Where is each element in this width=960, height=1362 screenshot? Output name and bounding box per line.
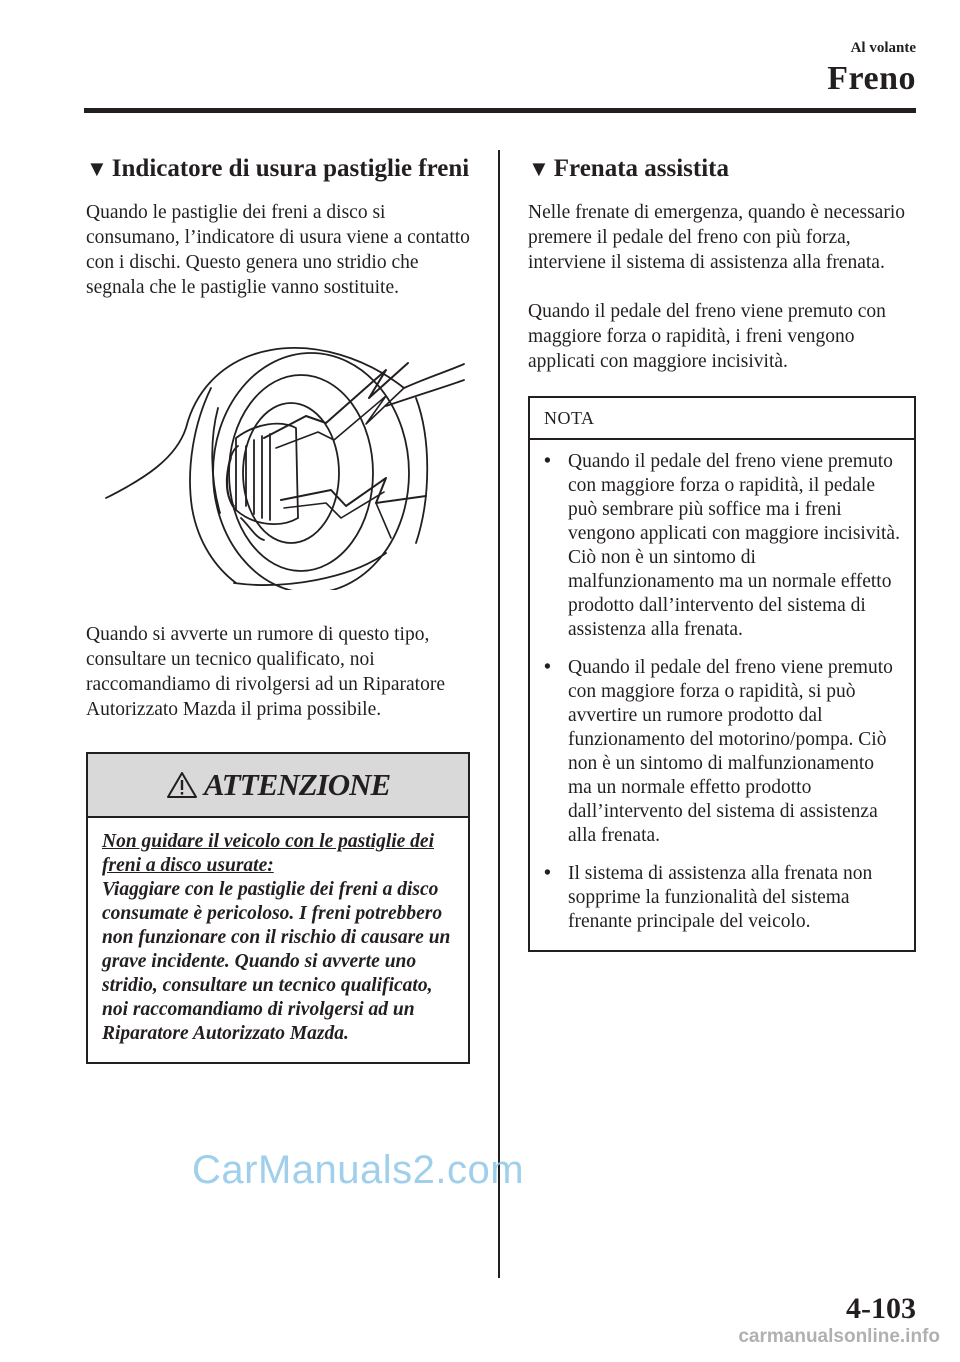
triangle-marker-icon: ▼	[86, 156, 108, 181]
paragraph: Quando le pastiglie dei freni a disco si consumano, l’indicatore di usura viene a contatto con i dischi. Questo genera uno stridio che segnala che le pastiglie vanno sostituite.	[86, 202, 470, 298]
page-number: 4-103	[846, 1292, 916, 1325]
left-column	[86, 152, 470, 1064]
triangle-marker-icon: ▼	[528, 156, 550, 181]
paragraph: Nelle frenate di emergenza, quando è necessario premere il pedale del freno con più forza, interviene il sistema di assistenza alla frenata.	[528, 202, 905, 273]
note-title: NOTA	[530, 398, 914, 440]
list-item	[544, 656, 900, 848]
warning-header	[88, 754, 468, 818]
list-item-text: Quando il pedale del freno viene premuto con maggiore forza o rapidità, si può avvertire un rumore prodotto dal funzionamento del motorino/pompa. Ciò non è un sintomo di malfunzionamento ma un normale effetto prodotto dall’intervento del sistema di assistenza alla frenata.	[568, 657, 893, 846]
note-box	[528, 396, 916, 952]
note-body	[530, 440, 914, 950]
warning-body	[88, 818, 468, 1062]
warning-triangle-icon	[166, 771, 198, 799]
watermark: CarManuals2.com	[192, 1148, 525, 1192]
warning-lead: Non guidare il veicolo con le pastiglie dei freni a disco usurate:	[102, 831, 435, 876]
list-item	[544, 450, 900, 642]
section-heading-brake-assist	[528, 152, 916, 186]
warning-text: Viaggiare con le pastiglie dei freni a disco consumate è pericoloso. I freni potrebbero non funzionare con il rischio di causare un grave incidente. Quando si avverte uno stridio, consultare un tecnico qualificato, noi raccomandiamo di rivolgersi ad un Riparatore Autorizzato Mazda.	[102, 879, 451, 1044]
section-heading-brake-wear	[86, 152, 470, 186]
section-heading-text: Frenata assistita	[553, 155, 730, 182]
bullet-icon: •	[544, 863, 551, 884]
page-title: Freno	[827, 60, 916, 97]
brake-disc-illustration	[86, 328, 470, 590]
right-column	[528, 152, 916, 952]
warning-title: ATTENZIONE	[203, 767, 391, 802]
column-divider	[498, 150, 500, 1278]
warning-box	[86, 752, 470, 1064]
header-rule	[84, 108, 916, 113]
list-item-text: Quando il pedale del freno viene premuto con maggiore forza o rapidità, il pedale può sembrare più soffice ma i freni vengono applicati con maggiore incisività. Ciò non è un sintomo di malfunzionamento ma un normale effetto prodotto dall’intervento del sistema di assistenza alla frenata.	[568, 451, 900, 640]
list-item	[544, 862, 900, 934]
paragraph: Quando il pedale del freno viene premuto con maggiore forza o rapidità, i freni vengono applicati con maggiore incisività.	[528, 301, 886, 372]
list-item-text: Il sistema di assistenza alla frenata non sopprime la funzionalità del sistema frenante principale del veicolo.	[568, 863, 873, 932]
paragraph: Quando si avverte un rumore di questo tipo, consultare un tecnico qualificato, noi raccomandiamo di rivolgersi ad un Riparatore Autorizzato Mazda il prima possibile.	[86, 624, 445, 720]
site-watermark: carmanualsonline.info	[738, 1326, 940, 1347]
bullet-icon: •	[544, 657, 551, 678]
header-section: Al volante	[850, 40, 916, 56]
section-heading-text: Indicatore di usura pastiglie freni	[111, 155, 470, 182]
bullet-icon: •	[544, 451, 551, 472]
